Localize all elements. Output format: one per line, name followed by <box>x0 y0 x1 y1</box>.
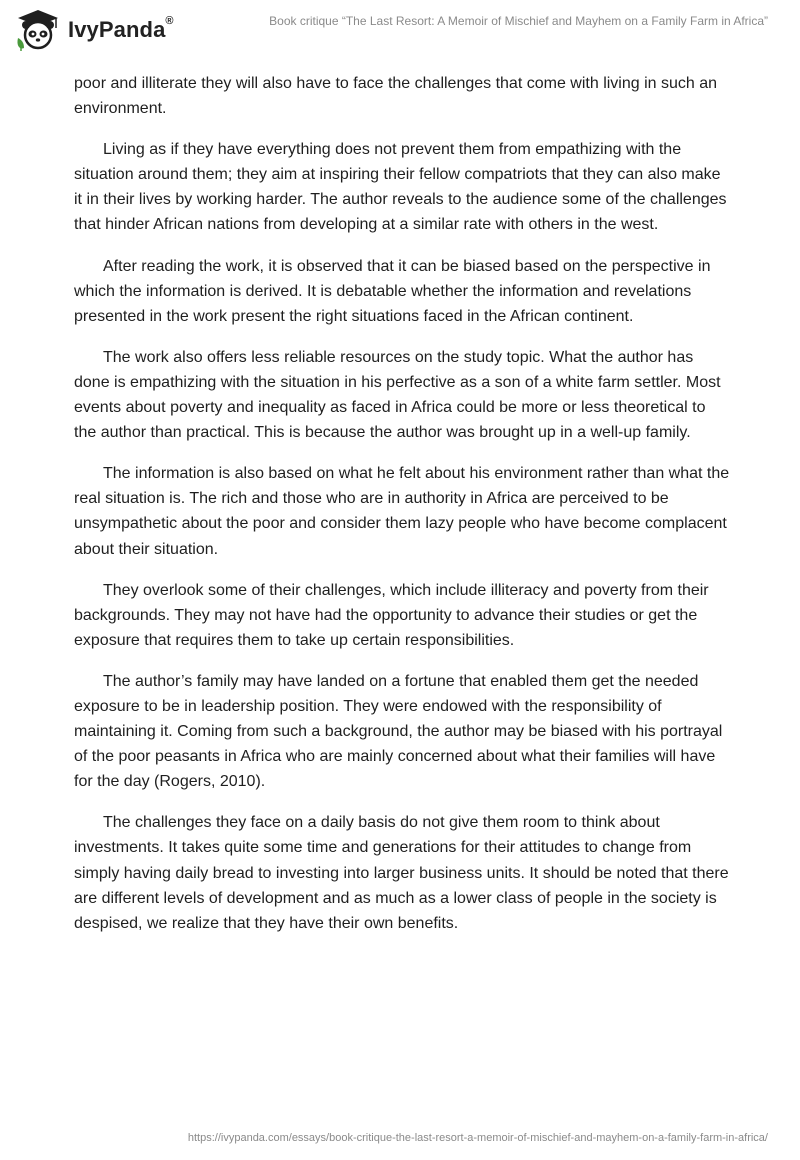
panda-graduate-icon <box>14 8 62 52</box>
paragraph: poor and illiterate they will also have to face the challenges that come with living in such an environment. <box>74 75 718 118</box>
paragraph: They overlook some of their challenges, which include illiteracy and poverty from their backgrounds. They may not have had the opportunity to advance their studies or get the exposure that requires them to take up certain responsibilities. <box>74 581 709 649</box>
paragraph: The information is also based on what he felt about his environment rather than what the real situation is. The rich and those who are in authority in Africa are perceived to be unsympathetic about the poor and consider them lazy people who have become complacent about their situation. <box>74 465 730 558</box>
source-url[interactable]: https://ivypanda.com/essays/book-critique-the-last-resort-a-memoir-of-mischief-and-mayhem-on-a-family-farm-in-africa/ <box>187 1132 768 1144</box>
essay-body <box>74 71 730 952</box>
paragraph: After reading the work, it is observed that it can be biased based on the perspective in which the information is derived. It is debatable whether the information and revelations presented in the work present the right situations faced in the African continent. <box>74 257 711 325</box>
paragraph: The challenges they face on a daily basis do not give them room to think about investments. It takes quite some time and generations for their attitudes to change from simply having daily bread to investing into larger business units. It should be noted that there are different levels of development and as much as a lower class of people in the society is despised, we realize that they have their own benefits. <box>74 814 729 932</box>
ivypanda-logo[interactable] <box>14 8 174 52</box>
paragraph: The work also offers less reliable resources on the study topic. What the author has done is empathizing with the situation in his perfective as a son of a white farm settler. Most events about poverty and inequality as faced in Africa could be more or less theoretical to the author than practical. This is because the author was brought up in a well-up family. <box>74 348 721 442</box>
document-title: Book critique “The Last Resort: A Memoir of Mischief and Mayhem on a Family Farm in Africa” <box>269 14 768 28</box>
page-header <box>0 0 800 60</box>
logo-text: IvyPanda® <box>68 15 174 42</box>
registered-mark: ® <box>165 15 174 27</box>
paragraph: The author’s family may have landed on a fortune that enabled them get the needed exposure to be in leadership position. They were endowed with the responsibility of maintaining it. Coming from such a background, the author may be biased with his portrayal of the poor peasants in Africa who are mainly concerned about what their families will have for the day (Rogers, 2010). <box>74 672 723 791</box>
paragraph: Living as if they have everything does not prevent them from empathizing with the situation around them; they aim at inspiring their fellow compatriots that they can also make it in their lives by working harder. The author reveals to the audience some of the challenges that hinder African nations from developing at a similar rate with others in the west. <box>74 141 727 234</box>
